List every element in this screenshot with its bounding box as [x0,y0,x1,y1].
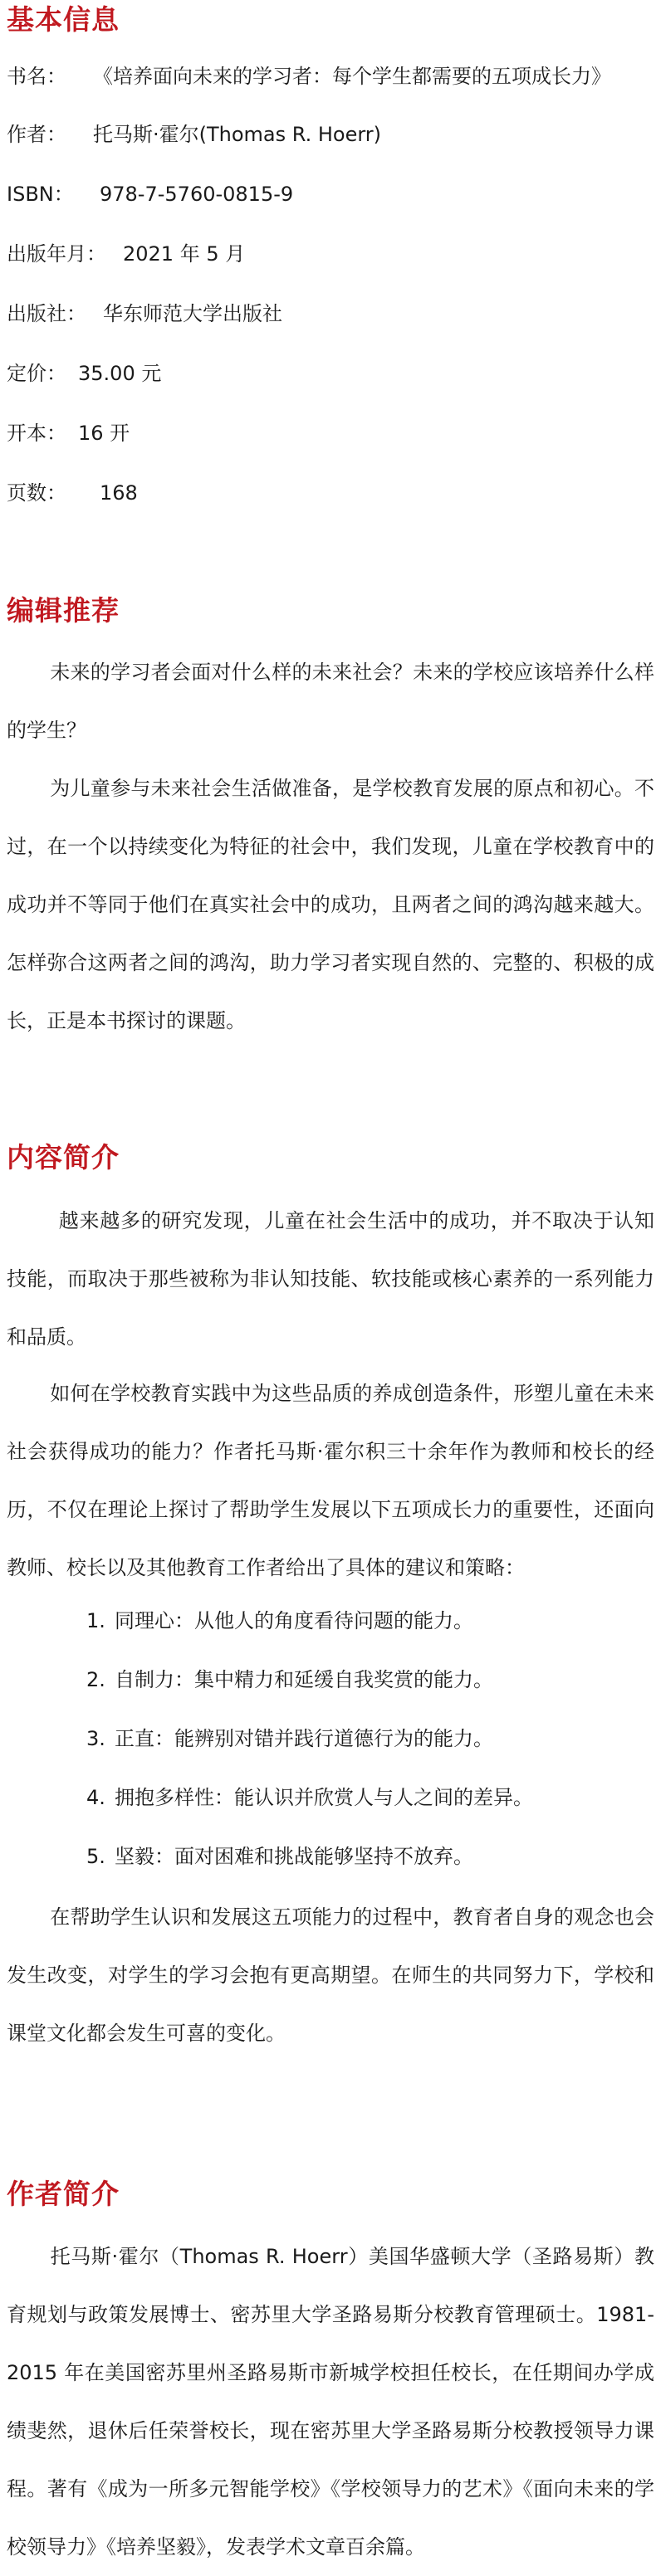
info-label: 开本： [7,422,66,445]
info-label: ISBN： [7,183,74,206]
info-label: 出版年月： [7,242,106,266]
editor-paragraph-1: 未来的学习者会面对什么样的未来社会？未来的学校应该培养什么样的学生？ [7,661,654,742]
list-item: 4. 拥抱多样性：能认识并欣赏人与人之间的差异。 [86,1786,533,1809]
info-row-isbn [7,181,293,207]
list-item: 5. 坚毅：面对困难和挑战能够坚持不放弃。 [86,1845,473,1868]
info-value: 978-7-5760-0815-9 [100,183,294,206]
editor-paragraph-2: 为儿童参与未来社会生活做准备，是学校教育发展的原点和初心。不过，在一个以持续变化为特征的社会中，我们发现，儿童在学校教育中的成功并不等同于他们在真实社会中的成功，且两者之间的鸿沟越来越大。怎样弥合这两者之间的鸿沟，助力学习者实现自然的、完整的、积极的成长，正是本书探讨的课题。 [7,777,654,1032]
info-row-price [7,360,161,387]
info-value: 2021 年 5 月 [123,242,246,266]
info-row-title [7,63,611,90]
info-value: 16 开 [78,422,130,445]
info-row-pages [7,480,138,506]
info-value: 托马斯·霍尔(Thomas R. Hoerr) [93,123,382,146]
info-row-pub-date [7,241,245,267]
section-title-author-intro: 作者简介 [7,2178,120,2210]
info-row-author [7,121,381,148]
info-value: 168 [100,481,138,505]
info-value: 35.00 元 [78,362,162,385]
list-item: 2. 自制力：集中精力和延缓自我奖赏的能力。 [86,1668,493,1691]
intro-paragraph-1: 越来越多的研究发现，儿童在社会生活中的成功，并不取决于认知技能，而取决于那些被称为非认知技能、软技能或核心素养的一系列能力和品质。 [7,1209,654,1349]
info-row-format [7,420,130,446]
info-label: 书名： [7,65,66,88]
list-item: 3. 正直：能辨别对错并践行道德行为的能力。 [86,1727,493,1750]
section-title-editor-recommendation: 编辑推荐 [7,594,120,627]
info-label: 作者： [7,123,66,146]
list-item: 1. 同理心：从他人的角度看待问题的能力。 [86,1609,473,1632]
info-value: 《培养面向未来的学习者：每个学生都需要的五项成长力》 [93,65,611,88]
section-title-basic-info: 基本信息 [7,3,120,36]
section-title-content-intro: 内容简介 [7,1141,120,1173]
info-label: 定价： [7,362,66,385]
info-row-publisher [7,300,282,327]
intro-closing-paragraph: 在帮助学生认识和发展这五项能力的过程中，教育者自身的观念也会发生改变，对学生的学习会抱有更高期望。在师生的共同努力下，学校和课堂文化都会发生可喜的变化。 [7,1905,654,2045]
info-label: 页数： [7,481,66,505]
intro-paragraph-2: 如何在学校教育实践中为这些品质的养成创造条件，形塑儿童在未来社会获得成功的能力？作者托马斯·霍尔积三十余年作为教师和校长的经历，不仅在理论上探讨了帮助学生发展以下五项成长力的重要性，还面向教师、校长以及其他教育工作者给出了具体的建议和策略： [7,1382,654,1579]
author-paragraph: 托马斯·霍尔（Thomas R. Hoerr）美国华盛顿大学（圣路易斯）教育规划与政策发展博士、密苏里大学圣路易斯分校教育管理硕士。1981-2015 年在美国密苏里州圣路易斯市新城学校担任校长，在任期间办学成绩斐然，退休后任荣誉校长，现在密苏里大学圣路易斯分校教授领导力课程。著有《成为一所多元智能学校》《学校领导力的艺术》《面向未来的学校领导力》《培养坚毅》，发表学术文章百余篇。 [7,2245,654,2559]
info-value: 华东师范大学出版社 [103,302,282,325]
info-label: 出版社： [7,302,86,325]
